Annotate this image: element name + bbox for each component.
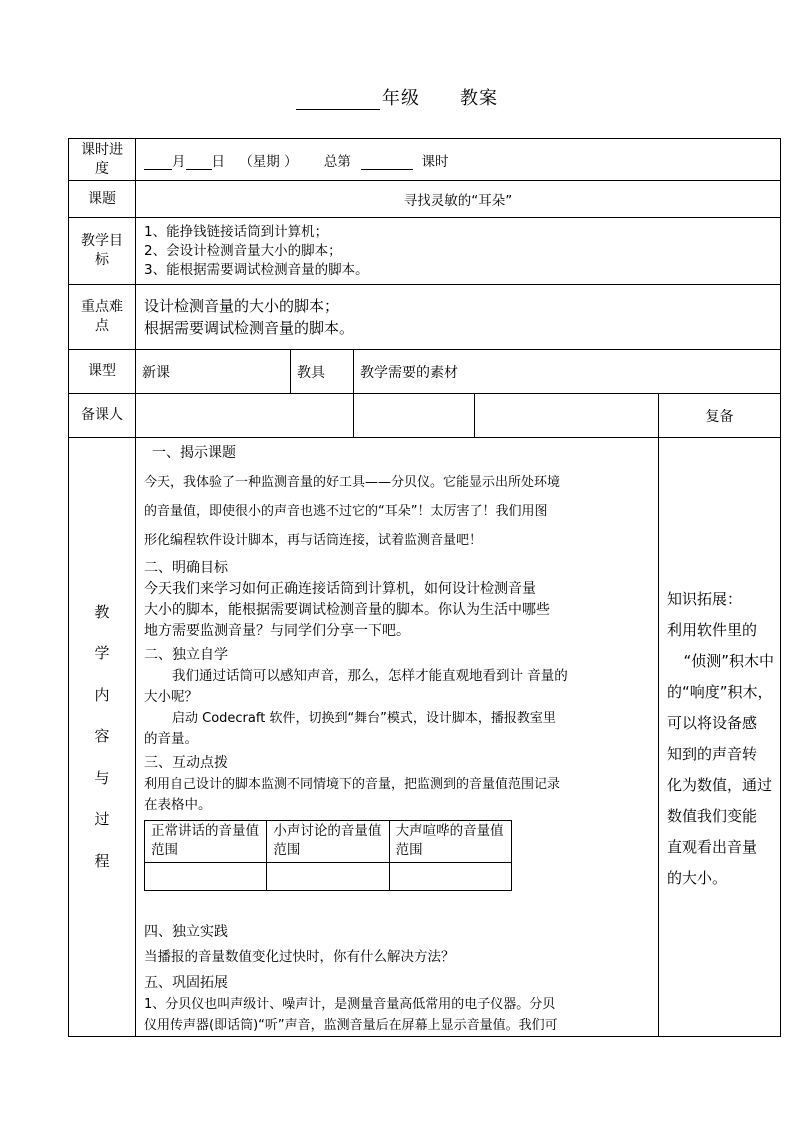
section-text: 形化编程软件设计脚本，再与话筒连接，试着监测音量吧！ xyxy=(144,533,483,548)
side-line: 化为数值，通过 xyxy=(667,776,773,794)
key-point-item: 设计检测音量的大小的脚本； xyxy=(144,297,340,315)
row-schedule xyxy=(69,139,781,181)
content-label-char: 教 xyxy=(94,602,110,621)
schedule-value xyxy=(136,139,781,181)
row-lesson-type xyxy=(69,350,781,394)
content-label-char: 与 xyxy=(94,768,110,787)
volume-range-header: 小声讨论的音量值范围 xyxy=(267,821,389,863)
objectives-label: 教学目标 xyxy=(69,218,136,285)
topic-value: 寻找灵敏的“耳朵” xyxy=(136,181,781,218)
content-label-char: 内 xyxy=(94,685,110,704)
grade-blank[interactable] xyxy=(296,91,380,110)
day-blank[interactable] xyxy=(186,156,212,170)
doc-type: 教案 xyxy=(460,88,498,109)
volume-range-cell[interactable] xyxy=(389,863,511,891)
side-line: 的大小。 xyxy=(667,869,728,887)
section-text: 当播报的音量数值变化过快时，你有什么解决方法？ xyxy=(144,949,455,965)
section-text: 今天，我体验了一种监测音量的好工具——分贝仪。它能显示出所处环境 xyxy=(144,475,561,490)
section-title: 二、独立自学 xyxy=(144,647,228,663)
row-content xyxy=(69,438,781,1037)
month-label: 月 xyxy=(172,153,186,170)
content-body xyxy=(136,438,659,1037)
section-text: 的音量。 xyxy=(144,731,198,747)
section-text: 地方需要监测音量？与同学们分享一下吧。 xyxy=(144,623,410,639)
section-text: 的音量值，即使很小的声音也逃不过它的“耳朵”！太厉害了！我们用图 xyxy=(144,504,548,519)
day-label: 日 xyxy=(211,153,225,170)
side-line: 利用软件里的 xyxy=(667,621,758,639)
section-text: 1、分贝仪也叫声级计、噪声计，是测量音量高低常用的电子仪器。分贝 xyxy=(144,997,556,1012)
row-objectives xyxy=(69,218,781,285)
section-title: 二、明确目标 xyxy=(144,560,228,576)
section-text: 大小呢？ xyxy=(144,689,198,705)
side-title: 知识拓展： xyxy=(667,590,743,608)
section-title: 四、独立实践 xyxy=(144,924,228,940)
lesson-type-value: 新课 xyxy=(136,350,291,394)
preparer-cell-2[interactable] xyxy=(354,394,475,438)
content-label xyxy=(69,438,136,1037)
total-prefix: 总第 xyxy=(323,153,351,170)
volume-range-cell[interactable] xyxy=(267,863,389,891)
content-label-char: 学 xyxy=(94,644,110,663)
content-label-char: 程 xyxy=(94,851,110,870)
key-point-item: 根据需要调试检测音量的脚本。 xyxy=(144,319,355,337)
month-blank[interactable] xyxy=(144,156,172,170)
preparer-label: 备课人 xyxy=(69,394,136,438)
volume-range-header: 大声喧哗的音量值范围 xyxy=(389,821,511,863)
side-line: 直观看出音量 xyxy=(667,838,758,856)
volume-range-table xyxy=(144,820,512,891)
volume-range-cell[interactable] xyxy=(145,863,267,891)
section-text: 我们通过话筒可以感知声音，那么，怎样才能直观地看到计 音量的 xyxy=(172,668,568,684)
preparer-cell-3[interactable] xyxy=(475,394,659,438)
side-line: 可以将设备感 xyxy=(667,714,758,732)
key-points-value xyxy=(136,285,781,350)
key-points-label: 重点难点 xyxy=(69,285,136,350)
lesson-plan-table xyxy=(68,138,781,1037)
objectives-value xyxy=(136,218,781,285)
document-title xyxy=(0,84,794,110)
volume-range-header: 正常讲话的音量值范围 xyxy=(145,821,267,863)
row-topic xyxy=(69,181,781,218)
row-key-points xyxy=(69,285,781,350)
side-line: “侦测”积木中 xyxy=(683,652,775,670)
section-text: 利用自己设计的脚本监测不同情境下的音量，把监测到的音量值范围记录 xyxy=(144,777,561,792)
period-suffix: 课时 xyxy=(421,153,449,170)
content-label-char: 过 xyxy=(94,810,110,829)
grade-suffix: 年级 xyxy=(382,88,420,109)
section-title: 五、巩固拓展 xyxy=(144,975,228,991)
side-line: 知到的声音转 xyxy=(667,745,758,763)
tools-value: 教学需要的素材 xyxy=(354,350,781,394)
objective-item: 2、会设计检测音量大小的脚本； xyxy=(144,242,342,259)
review-label: 复备 xyxy=(659,394,781,438)
section-title: 三、互动点拨 xyxy=(144,755,228,771)
objective-item: 1、能挣钱链接话筒到计算机； xyxy=(144,223,329,240)
section-text: 大小的脚本，能根据需要调试检测音量的脚本。你认为生活中哪些 xyxy=(144,602,550,618)
lesson-type-label: 课型 xyxy=(69,350,136,394)
preparer-value[interactable] xyxy=(136,394,354,438)
schedule-label: 课时进度 xyxy=(69,139,136,181)
side-line: 数值我们变能 xyxy=(667,807,758,825)
topic-label: 课题 xyxy=(69,181,136,218)
side-line: 的“响度”积木， xyxy=(667,683,773,701)
section-text: 启动 Codecraft 软件，切换到“舞台”模式，设计脚本，播报教室里 xyxy=(172,711,556,726)
section-text: 今天我们来学习如何正确连接话筒到计算机，如何设计检测音量 xyxy=(144,581,536,597)
section-text: 在表格中。 xyxy=(144,797,212,813)
objective-item: 3、能根据需要调试检测音量的脚本。 xyxy=(144,261,369,278)
tools-label: 教具 xyxy=(291,350,354,394)
period-blank[interactable] xyxy=(361,156,413,170)
weekday-label: （星期 ） xyxy=(239,153,298,170)
row-preparer xyxy=(69,394,781,438)
knowledge-extension xyxy=(659,438,781,1037)
section-title: 一、揭示课题 xyxy=(152,445,236,461)
content-label-char: 容 xyxy=(94,727,110,746)
section-text: 仪用传声器(即话筒)“听”声音，监测音量后在屏幕上显示音量值。我们可 xyxy=(144,1018,558,1033)
